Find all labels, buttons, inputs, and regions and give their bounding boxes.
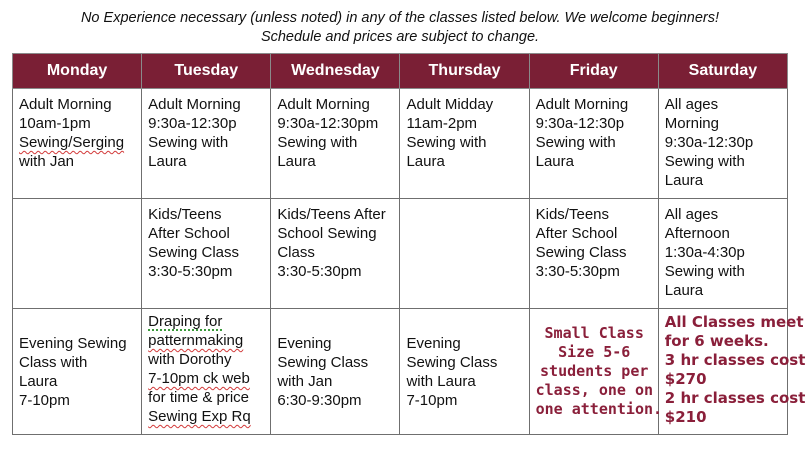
cell-line: After School	[148, 225, 230, 242]
cell-line: 3:30-5:30pm	[277, 263, 362, 280]
schedule-row-afternoon	[13, 199, 788, 309]
cell-line: 6:30-9:30pm	[277, 391, 362, 409]
cell-wednesday-morning	[271, 89, 400, 199]
cell-line: for time & price	[148, 389, 250, 406]
cell-line: Sewing with	[277, 134, 358, 151]
cell-line: After School	[535, 225, 618, 242]
note-line: students per	[540, 362, 649, 380]
cell-line: 9:30a-12:30p	[535, 115, 625, 132]
header-tuesday: Tuesday	[142, 54, 271, 89]
cell-line: with Laura	[406, 372, 476, 390]
cell-line: Adult Morning	[535, 96, 629, 113]
cell-saturday-morning	[658, 89, 787, 199]
intro-text	[0, 9, 800, 47]
cell-line: Sewing Class	[535, 244, 627, 261]
schedule-header-row	[13, 54, 788, 89]
intro-line-1: No Experience necessary (unless noted) in any of the classes listed below. We welcome beginners!	[80, 10, 720, 26]
cell-line: 3:30-5:30pm	[535, 263, 620, 280]
cell-line: with Jan	[19, 153, 75, 170]
cell-friday-morning	[529, 89, 658, 199]
schedule-row-evening	[13, 309, 788, 435]
cell-thursday-evening	[400, 309, 529, 435]
note-line: one attention.	[535, 400, 663, 418]
cell-line: Sewing with	[535, 134, 616, 151]
cell-line: Adult Morning	[277, 96, 370, 113]
small-class-note	[529, 309, 663, 435]
cell-line: Class	[277, 244, 315, 261]
cell-line: Draping for	[148, 313, 223, 330]
cell-saturday-afternoon	[658, 199, 787, 309]
cell-line: Kids/Teens	[148, 206, 222, 223]
cell-line: All ages	[664, 206, 719, 223]
cell-line: Sewing with	[664, 153, 745, 170]
note-line: All Classes meet	[664, 313, 804, 331]
note-line: $270	[664, 370, 707, 388]
cell-line: 9:30a-12:30pm	[277, 115, 379, 132]
intro-line-2: Schedule and prices are subject to change.	[260, 29, 540, 45]
cell-line: 11am-2pm	[406, 115, 478, 132]
cell-line: Kids/Teens	[535, 206, 609, 223]
cell-monday-evening	[13, 309, 142, 435]
cell-line: Sewing Exp Rq	[148, 408, 251, 425]
header-thursday: Thursday	[400, 54, 529, 89]
cell-tuesday-morning	[142, 89, 271, 199]
cell-line: Sewing Class	[277, 353, 369, 371]
header-friday: Friday	[529, 54, 658, 89]
cell-line: All ages	[664, 96, 719, 113]
cell-line: Sewing/Serging	[19, 134, 125, 151]
cell-line: Laura	[148, 153, 187, 170]
cell-line: Afternoon	[664, 225, 730, 242]
cell-friday-afternoon	[529, 199, 658, 309]
cell-line: Sewing Class	[148, 244, 240, 261]
cell-tuesday-evening	[142, 309, 271, 435]
cell-line: Sewing with	[664, 263, 745, 280]
cell-line: Morning	[664, 115, 719, 132]
cell-thursday-midday	[400, 89, 529, 199]
class-schedule-table	[12, 53, 805, 435]
cell-line: Adult Morning	[148, 96, 241, 113]
cell-line: Laura	[277, 153, 316, 170]
cell-thursday-afternoon-empty	[400, 199, 529, 309]
cell-line: 7-10pm ck web	[148, 370, 250, 387]
cell-line: patternmaking	[148, 332, 244, 349]
cell-line: Evening	[277, 334, 332, 352]
cell-line: 3:30-5:30pm	[148, 263, 233, 280]
cell-line: Sewing Class	[406, 353, 498, 371]
note-line: 2 hr classes cost	[664, 389, 805, 407]
cell-line: Evening	[406, 334, 461, 352]
cell-line: Evening Sewing	[19, 334, 127, 352]
header-wednesday: Wednesday	[271, 54, 400, 89]
header-saturday: Saturday	[658, 54, 787, 89]
cell-line: Kids/Teens After	[277, 206, 386, 223]
cell-line: Laura	[535, 153, 574, 170]
cell-line: Class with	[19, 353, 88, 371]
cell-line: Adult Morning	[19, 96, 112, 113]
schedule-row-morning	[13, 89, 788, 199]
cell-line: with Jan	[277, 372, 333, 390]
cell-line: Adult Midday	[406, 96, 494, 113]
cell-line: Laura	[664, 172, 704, 189]
note-line: Size 5-6	[558, 343, 631, 361]
pricing-note	[658, 309, 805, 435]
cell-line: School Sewing	[277, 225, 377, 242]
cell-line: 9:30a-12:30p	[148, 115, 237, 132]
note-line: $210	[664, 408, 707, 426]
note-line: class, one on	[535, 381, 654, 399]
note-line: Small Class	[544, 324, 644, 342]
cell-monday-afternoon-empty	[13, 199, 142, 309]
cell-line: Laura	[19, 372, 58, 390]
cell-tuesday-afternoon	[142, 199, 271, 309]
note-line: 3 hr classes cost	[664, 351, 805, 369]
cell-line: Laura	[406, 153, 445, 170]
cell-line: 1:30a-4:30p	[664, 244, 745, 261]
cell-monday-morning	[13, 89, 142, 199]
cell-line: 9:30a-12:30p	[664, 134, 754, 151]
note-line: for 6 weeks.	[664, 332, 769, 350]
cell-line: Sewing with	[406, 134, 487, 151]
cell-line: Sewing with	[148, 134, 229, 151]
cell-wednesday-afternoon	[271, 199, 400, 309]
header-monday: Monday	[13, 54, 142, 89]
cell-line: with Dorothy	[148, 351, 232, 368]
cell-line: 7-10pm	[19, 391, 70, 409]
cell-line: Laura	[664, 282, 704, 299]
cell-line: 7-10pm	[406, 391, 458, 409]
cell-wednesday-evening	[271, 309, 400, 435]
cell-line: 10am-1pm	[19, 115, 91, 132]
